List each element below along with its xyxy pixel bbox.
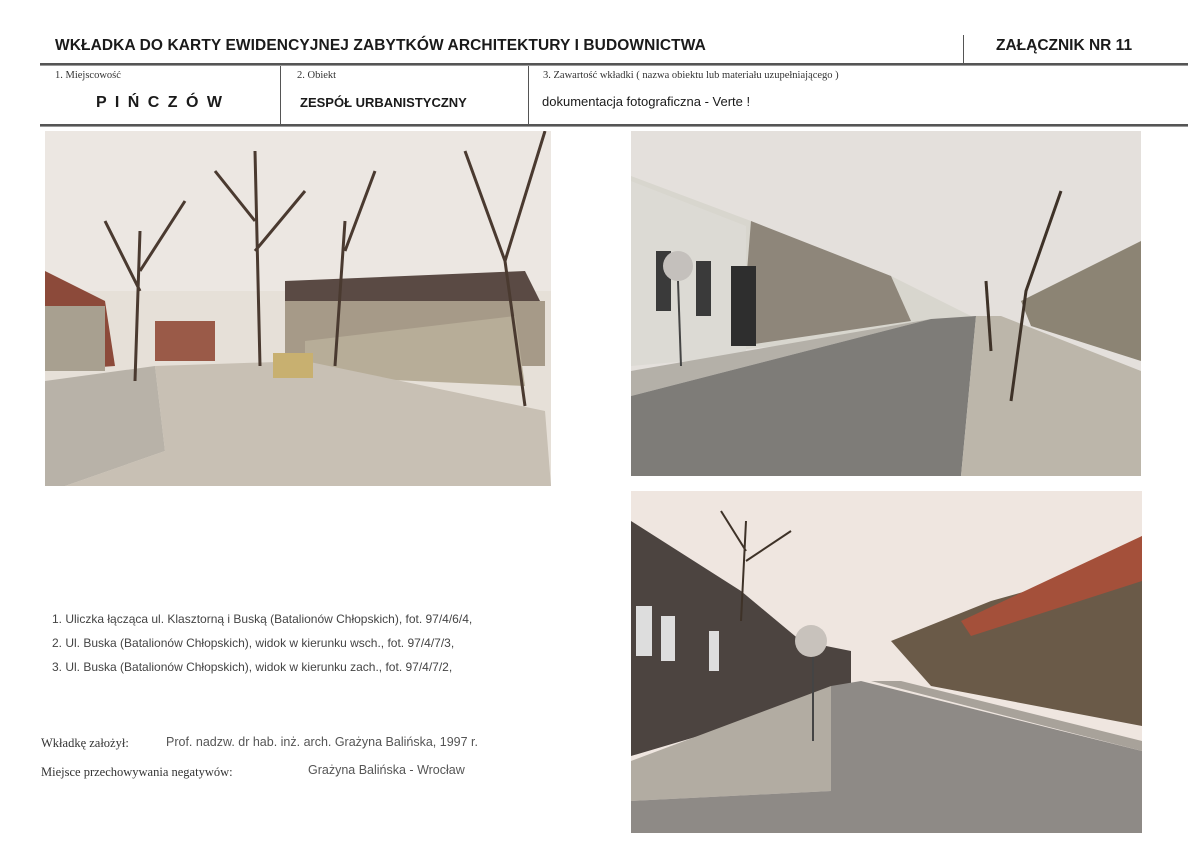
content-value: dokumentacja fotograficzna - Verte ! [542, 94, 751, 109]
document-title: WKŁADKA DO KARTY EWIDENCYJNEJ ZABYTKÓW ARCHITEKTURY I BUDOWNICTWA [55, 37, 706, 54]
photo-2 [631, 131, 1141, 476]
caption-3: 3. Ul. Buska (Batalionów Chłopskich), widok w kierunku zach., fot. 97/4/7/2, [52, 660, 453, 674]
header-divider [963, 35, 964, 65]
photo-1 [45, 131, 551, 486]
annex-number: ZAŁĄCZNIK NR 11 [996, 37, 1133, 54]
header-rule-top [40, 63, 1188, 66]
header-rule-bottom [40, 124, 1188, 127]
content-label: 3. Zawartość wkładki ( nazwa obiektu lub materiału uzupełniającego ) [543, 70, 839, 81]
photo-3 [631, 491, 1142, 833]
field-divider-1 [280, 66, 281, 125]
author-label: Wkładkę założył: [41, 736, 129, 750]
object-label: 2. Obiekt [297, 70, 337, 81]
caption-1: 1. Uliczka łącząca ul. Klasztorną i Buską (Batalionów Chłopskich), fot. 97/4/6/4, [52, 612, 473, 626]
negatives-value: Grażyna Balińska - Wrocław [308, 763, 465, 777]
place-label: 1. Miejscowość [55, 70, 121, 81]
caption-2: 2. Ul. Buska (Batalionów Chłopskich), widok w kierunku wsch., fot. 97/4/7/3, [52, 636, 455, 650]
negatives-label: Miejsce przechowywania negatywów: [41, 765, 233, 779]
place-value: P I Ń C Z Ó W [96, 94, 224, 111]
object-value: ZESPÓŁ URBANISTYCZNY [300, 95, 467, 110]
author-value: Prof. nadzw. dr hab. inż. arch. Grażyna Balińska, 1997 r. [166, 735, 478, 749]
field-divider-2 [528, 66, 529, 125]
